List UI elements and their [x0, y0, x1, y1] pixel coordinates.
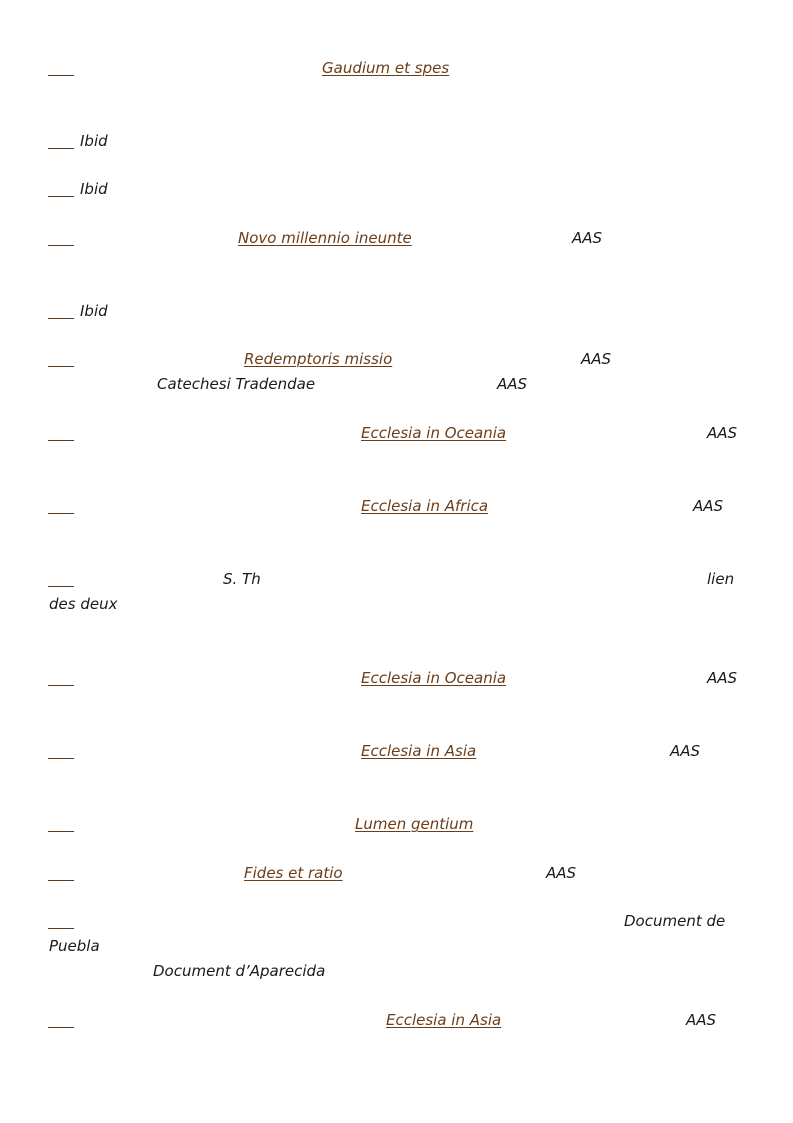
footnote-marker: [48, 880, 74, 881]
journal-abbreviation: AAS: [572, 229, 603, 247]
quote-fragment-continued: des deux: [49, 595, 118, 613]
document-link-novo-millennio-ineunte[interactable]: Novo millennio ineunte: [238, 229, 412, 247]
footnote-marker: [48, 440, 74, 441]
ibid-reference: Ibid: [80, 180, 108, 198]
summa-theologiae-reference: S. Th: [223, 570, 261, 588]
footnote-marker: [48, 513, 74, 514]
journal-abbreviation: AAS: [693, 497, 724, 515]
footnote-marker: [48, 318, 74, 319]
journal-abbreviation: AAS: [497, 375, 528, 393]
footnote-marker: [48, 758, 74, 759]
journal-abbreviation: AAS: [670, 742, 701, 760]
journal-abbreviation: AAS: [546, 864, 577, 882]
document-title-puebla: Document de: [624, 912, 726, 930]
footnote-marker: [48, 75, 74, 76]
document-link-ecclesia-in-oceania[interactable]: Ecclesia in Oceania: [361, 424, 507, 442]
document-link-ecclesia-in-africa[interactable]: Ecclesia in Africa: [361, 497, 489, 515]
footnote-marker: [48, 366, 74, 367]
document-link-ecclesia-in-asia[interactable]: Ecclesia in Asia: [361, 742, 477, 760]
footnote-marker: [48, 685, 74, 686]
footnote-marker: [48, 1027, 74, 1028]
journal-abbreviation: AAS: [686, 1011, 717, 1029]
document-title-catechesi-tradendae: Catechesi Tradendae: [157, 375, 316, 393]
journal-abbreviation: AAS: [707, 669, 738, 687]
document-link-redemptoris-missio[interactable]: Redemptoris missio: [244, 350, 393, 368]
document-link-ecclesia-in-asia[interactable]: Ecclesia in Asia: [386, 1011, 502, 1029]
footnote-marker: [48, 148, 74, 149]
document-title-puebla-continued: Puebla: [49, 937, 100, 955]
footnote-marker: [48, 196, 74, 197]
footnote-marker: [48, 831, 74, 832]
footnote-marker: [48, 245, 74, 246]
ibid-reference: Ibid: [80, 132, 108, 150]
document-link-gaudium-et-spes[interactable]: Gaudium et spes: [322, 59, 450, 77]
journal-abbreviation: AAS: [581, 350, 612, 368]
document-link-fides-et-ratio[interactable]: Fides et ratio: [244, 864, 343, 882]
document-link-ecclesia-in-oceania[interactable]: Ecclesia in Oceania: [361, 669, 507, 687]
journal-abbreviation: AAS: [707, 424, 738, 442]
document-link-lumen-gentium[interactable]: Lumen gentium: [355, 815, 474, 833]
ibid-reference: Ibid: [80, 302, 108, 320]
footnote-marker: [48, 928, 74, 929]
document-title-aparecida: Document d’Aparecida: [153, 962, 326, 980]
quote-fragment: lien: [707, 570, 735, 588]
footnote-marker: [48, 586, 74, 587]
